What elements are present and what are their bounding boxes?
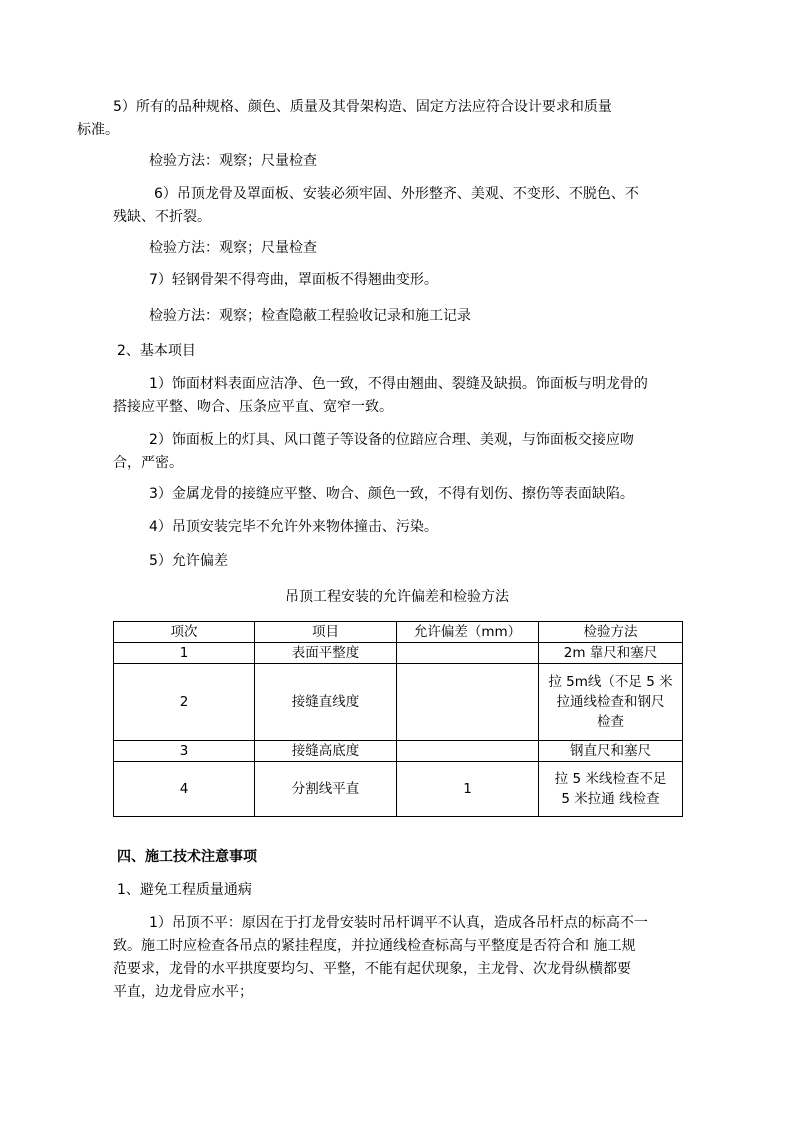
heading-construction-notes: 四、施工技术注意事项 <box>117 849 257 865</box>
note-1-line1: 1）吊顶不平：原因在于打龙骨安装时吊杆调平不认真，造成各吊杆点的标高不一 <box>149 915 648 931</box>
para-5-line1: 5）所有的品种规格、颜色、质量及其骨架构造、固定方法应符合设计要求和质量 <box>113 99 612 115</box>
para-6-line2: 残缺、不折裂。 <box>113 209 211 225</box>
para-6-line1: 6）吊顶龙骨及罩面板、安装必须牢固、外形整齐、美观、不变形、不脱色、不 <box>154 186 639 202</box>
method-line: 拉 5m线（不足 5 米 <box>548 674 673 690</box>
check-method-1: 检验方法：观察；尺量检查 <box>149 153 317 169</box>
method-line: 检查 <box>597 714 624 730</box>
header-tolerance: 允许偏差（mm） <box>397 622 539 643</box>
cell-method <box>539 741 683 762</box>
header-item: 项目 <box>255 622 397 643</box>
cell-item: 表面平整度 <box>255 643 397 664</box>
cell-tolerance: 1 <box>397 762 539 817</box>
basic-2-line2: 合，严密。 <box>113 455 183 471</box>
cell-no: 1 <box>114 643 255 664</box>
basic-2-line1: 2）饰面板上的灯具、风口蓖子等设备的位踣应合理、美观，与饰面板交接应吻 <box>149 432 634 448</box>
basic-4: 4）吊顶安装完毕不允许外来物体撞击、污染。 <box>149 519 438 535</box>
header-no: 项次 <box>114 622 255 643</box>
note-1-line4: 平直，边龙骨应水平； <box>113 984 253 1000</box>
cell-no: 4 <box>114 762 255 817</box>
cell-item: 接缝直线度 <box>255 664 397 741</box>
check-method-2: 检验方法：观察；尺量检查 <box>149 240 317 256</box>
para-5-line2: 标准。 <box>77 122 119 138</box>
cell-tolerance <box>397 643 539 664</box>
table-row <box>114 664 683 741</box>
tolerance-table <box>113 621 683 817</box>
cell-no: 2 <box>114 664 255 741</box>
basic-1-line2: 搭接应平整、吻合、压条应平直、宽窄一致。 <box>113 399 393 415</box>
para-7: 7）轻钢骨架不得弯曲，罩面板不得翘曲变形。 <box>149 272 438 288</box>
table-header-row <box>114 622 683 643</box>
basic-3: 3）金属龙骨的接缝应平整、吻合、颜色一致，不得有划伤、擦伤等表面缺陷。 <box>149 486 634 502</box>
note-1-line3: 范要求，龙骨的水平拱度要均匀、平整，不能有起伏现象，主龙骨、次龙骨纵横都要 <box>113 961 631 977</box>
basic-5: 5）允许偏差 <box>149 553 228 569</box>
method-line: 拉通线检查和钢尺 <box>556 694 665 710</box>
section-basic-items: 2、基本项目 <box>117 343 196 359</box>
cell-tolerance <box>397 664 539 741</box>
table-row <box>114 762 683 817</box>
table-row <box>114 741 683 762</box>
table-caption: 吊顶工程安装的允许偏差和检验方法 <box>285 589 509 605</box>
header-method: 检验方法 <box>539 622 683 643</box>
cell-no: 3 <box>114 741 255 762</box>
cell-tolerance <box>397 741 539 762</box>
method-line: 钢直尺和塞尺 <box>570 743 651 759</box>
table-row <box>114 643 683 664</box>
note-1-line2: 致。施工时应检查各吊点的紧挂程度，并拉通线检查标高与平整度是否符合和 施工规 <box>113 938 636 954</box>
cell-method <box>539 762 683 817</box>
cell-method <box>539 643 683 664</box>
method-line: 拉 5 米线检查不足 <box>554 771 667 787</box>
subheading-avoid-defects: 1、避免工程质量通病 <box>117 882 252 898</box>
method-line: 2m 靠尺和塞尺 <box>563 645 658 661</box>
cell-item: 接缝高底度 <box>255 741 397 762</box>
check-method-3: 检验方法：观察；检查隐蔽工程验收记录和施工记录 <box>149 308 471 324</box>
method-line: 5 米拉通 线检查 <box>561 791 660 807</box>
cell-item: 分割线平直 <box>255 762 397 817</box>
basic-1-line1: 1）饰面材料表面应洁净、色一致，不得由翘曲、裂缝及缺损。饰面板与明龙骨的 <box>149 376 648 392</box>
cell-method <box>539 664 683 741</box>
